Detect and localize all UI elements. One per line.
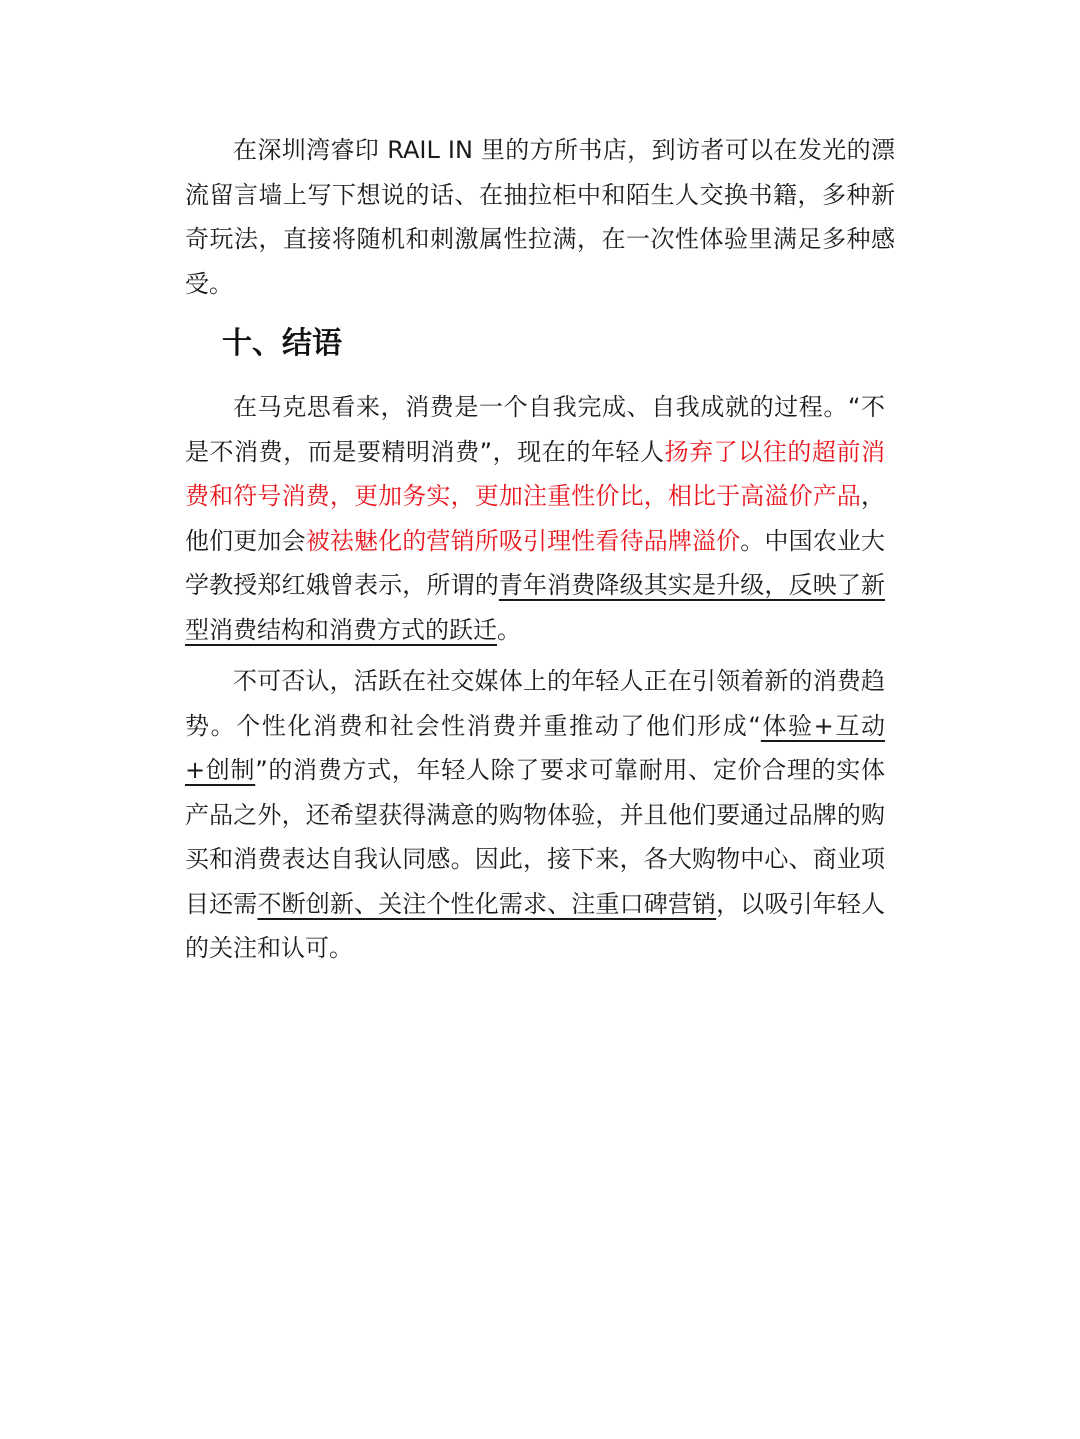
underlined-text: 不断创新、关注个性化需求、注重口碑营销	[257, 889, 717, 918]
paragraph-text: 不可否认，活跃在社交媒体上的年轻人正在引领着新的消费趋势。个性化消费和社会性消费并重推动了他们形成“	[185, 667, 885, 740]
section-heading-conclusion: 十、结语	[222, 326, 342, 361]
paragraph-text: ，他们更加会	[185, 482, 885, 555]
highlighted-text-red: 被祛魅化的营销所吸引理性看待品牌溢价	[305, 526, 741, 555]
paragraph-text: ”的消费方式，年轻人除了要求可靠耐用、定价合理的实体产品之外，还希望获得满意的购物体验，并且他们要通过品牌的购买和消费表达自我认同感。因此，接下来，各大购物中心、商业项目还需	[185, 756, 886, 918]
paragraph-text: 。	[497, 615, 521, 644]
paragraph-consumption-trend	[185, 659, 885, 971]
paragraph-text: 在马克思看来，消费是一个自我完成、自我成就的过程。“不是不消费，而是要精明消费”，现在的年轻人	[185, 393, 885, 466]
underlined-text: 青年消费降级其实是升级，反映了新型消费结构和消费方式的跃迁	[185, 571, 886, 644]
paragraph-text: 。中国农业大学教授郑红娥曾表示，所谓的	[185, 526, 886, 599]
highlighted-text-red: 扬弃了以往的超前消费和符号消费，更加务实，更加注重性价比，相比于高溢价产品	[185, 437, 886, 510]
paragraph-text: ，以吸引年轻人的关注和认可。	[185, 889, 886, 962]
paragraph-marx-consumption	[185, 385, 885, 652]
paragraph-bookstore	[185, 128, 895, 306]
underlined-text: 体验+互动+创制	[185, 711, 885, 784]
paragraph-bookstore-text: 在深圳湾睿印 RAIL IN 里的方所书店，到访者可以在发光的漂流留言墙上写下想说的话、在抽拉柜中和陌生人交换书籍，多种新奇玩法，直接将随机和刺激属性拉满，在一次性体验里满足多种感受。	[185, 136, 895, 298]
